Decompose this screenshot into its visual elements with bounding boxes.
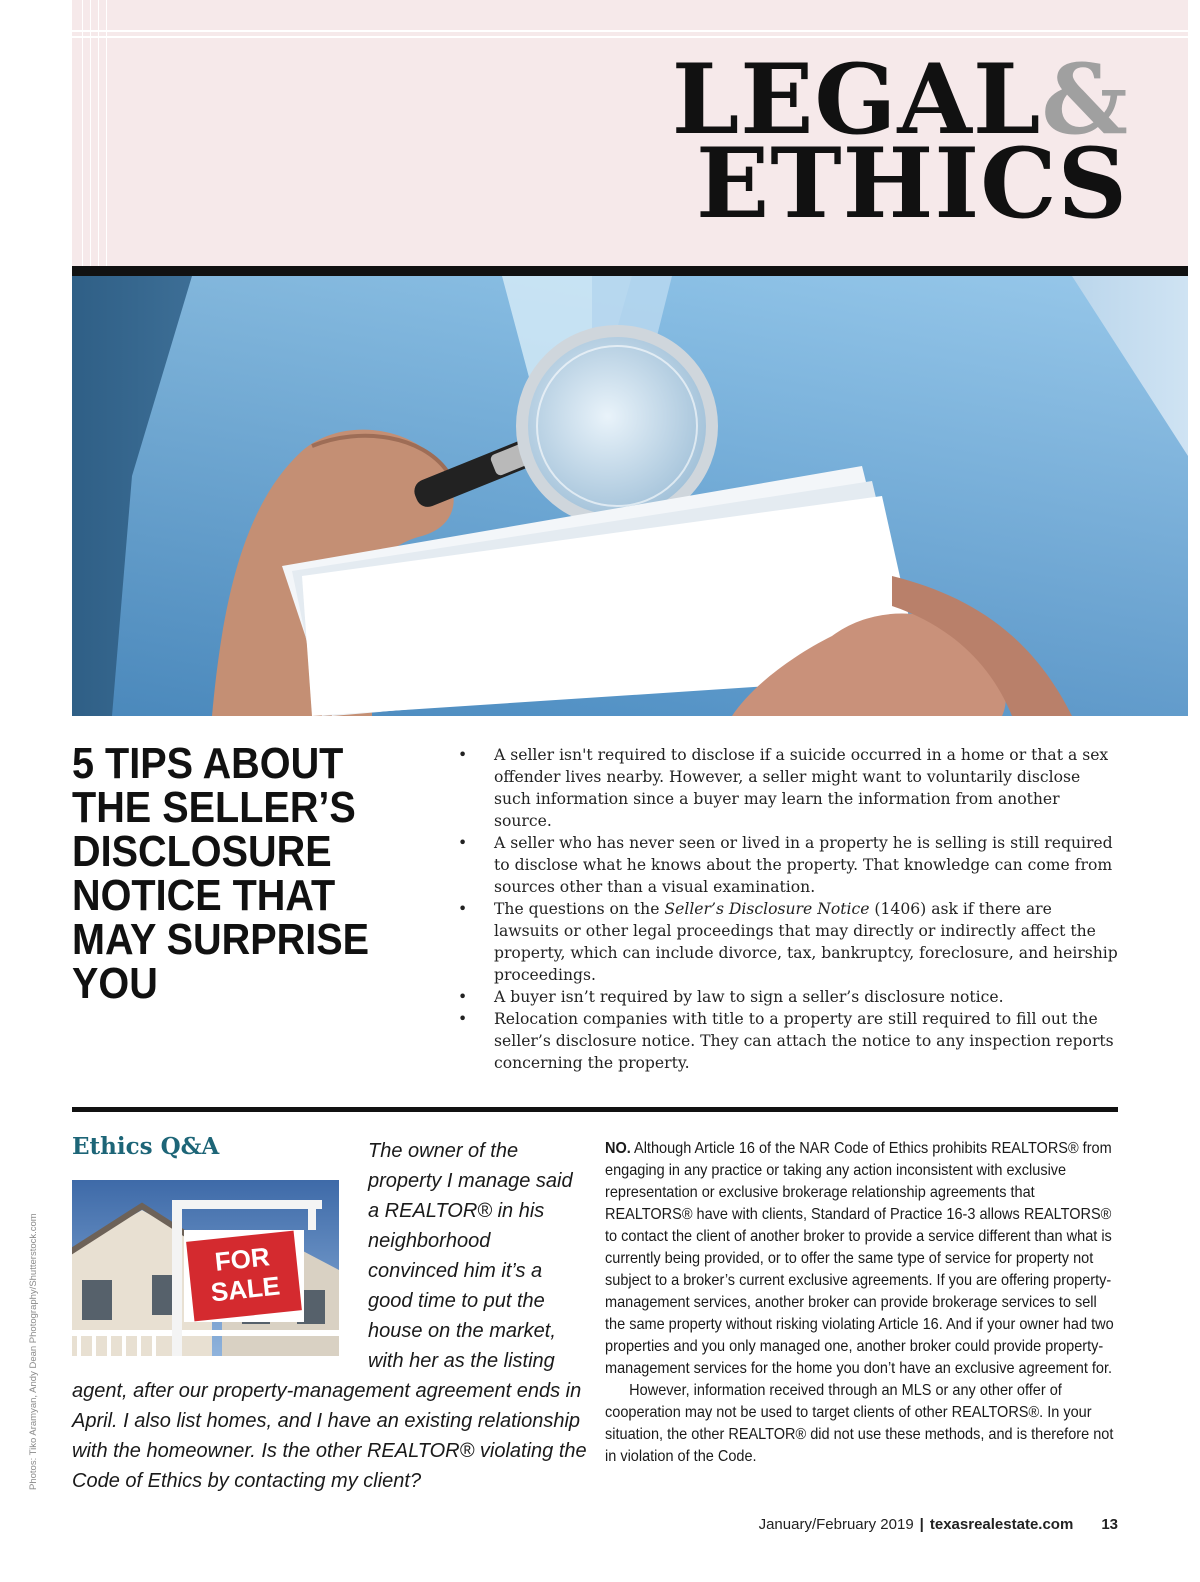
list-item xyxy=(458,744,1118,832)
page-footer xyxy=(759,1516,1118,1533)
header-rule xyxy=(72,266,1188,276)
question-text-bottom: agent, after our property-management agreement ends in April. I also list homes, and I have an existing relationship with the homeowner. Is the other REALTOR® violating the Code of Ethics by contacting my client? xyxy=(72,1380,587,1492)
answer-text xyxy=(605,1138,1118,1468)
magnifying-glass-illustration xyxy=(72,276,1188,716)
form-title: Seller’s Disclosure Notice xyxy=(664,900,870,918)
sign-text-sale: SALE xyxy=(209,1270,282,1308)
for-sale-photo xyxy=(72,1180,339,1356)
answer-paragraph: However, information received through an MLS or any other offer of cooperation may not be used to target clients of other REALTORS®. In your situation, the other REALTOR® did not use these methods, and is therefore not in violation of the Code. xyxy=(605,1382,1114,1465)
list-item xyxy=(458,832,1118,898)
decor-line xyxy=(72,36,1188,38)
tip-text: A buyer isn’t required by law to sign a seller’s disclosure notice. xyxy=(494,988,1004,1006)
tips-list xyxy=(458,744,1118,1074)
question-text-top: The owner of the property I manage said a REALTOR® in his neighborhood convinced him it’s a good time to put the house on the market, with her as the listing xyxy=(368,1140,573,1372)
decor-line xyxy=(90,0,91,266)
decor-line xyxy=(98,0,99,266)
bullet: • xyxy=(458,1010,468,1028)
tip-text: Relocation companies with title to a property are still required to fill out the seller’s disclosure notice. They can attach the notice to any inspection reports concerning the property. xyxy=(494,1010,1114,1072)
list-item xyxy=(458,1008,1118,1074)
decor-line xyxy=(106,0,107,266)
section-title-word-legal: LEGAL xyxy=(671,43,1042,156)
decor-line xyxy=(72,30,1188,32)
photo-credit: Photos: Tiko Aramyan, Andy Dean Photography/Shutterstock.com xyxy=(28,1213,39,1490)
tip-text: A seller isn't required to disclose if a suicide occurred in a home or that a sex offender lives nearby. However, a seller might want to voluntarily disclose such information since a buyer may learn the information from another source. xyxy=(494,746,1109,830)
tip-text: A seller who has never seen or lived in a property he is selling is still required to disclose what he knows about the property. That knowledge can come from sources other than a visual examination. xyxy=(494,834,1113,896)
sign-text-for: FOR xyxy=(213,1241,272,1277)
tip-text xyxy=(494,900,1118,984)
bullet: • xyxy=(458,834,468,852)
bullet: • xyxy=(458,746,468,764)
section-title xyxy=(671,43,1128,241)
list-item xyxy=(458,898,1118,986)
answer-body: Although Article 16 of the NAR Code of Ethics prohibits REALTORS® from engaging in any practice or taking any action inconsistent with exclusive representation or exclusive brokerage relationship agreements that REALTORS® have with clients, Standard of Practice 16-3 allows REALTORS® to contact the client of another broker to provide a service different than what is currently being provided, or to offer the same type of service for property not subject to a broker’s current exclusive agreements. If you are offering property-management services, another broker can provide brokerage services to sell the same property without risking violating Article 16. And if your owner had two properties and you only managed one, another broker could provide property-management services for the home you don’t have an exclusive agreement for. xyxy=(605,1140,1114,1377)
section-title-word-ethics: ETHICS xyxy=(696,127,1128,241)
bullet: • xyxy=(458,900,468,918)
for-sale-sign-illustration xyxy=(72,1180,339,1356)
answer-paragraph xyxy=(605,1138,1118,1380)
ethics-qa-heading: Ethics Q&A xyxy=(72,1133,220,1160)
list-item xyxy=(458,986,1118,1008)
answer-lead: NO. xyxy=(605,1140,631,1157)
section-divider xyxy=(72,1107,1118,1112)
bullet: • xyxy=(458,988,468,1006)
decor-line xyxy=(82,0,83,266)
tips-heading: 5 TIPS ABOUT THE SELLER’S DISCLOSURE NOTICE THAT MAY SURPRISE YOU xyxy=(72,739,370,1008)
issue-date: January/February 2019 xyxy=(758,1516,914,1533)
section-title-ampersand: & xyxy=(1041,43,1128,156)
website-link[interactable]: texasrealestate.com xyxy=(929,1516,1074,1533)
tip-text-pre: The questions on the xyxy=(494,900,665,918)
hero-image xyxy=(72,276,1188,716)
footer-separator: | xyxy=(919,1516,924,1533)
tip-text-post: (1406) ask if there are lawsuits or other legal proceedings that may directly or indirectly affect the property, which can include divorce, tax, bankruptcy, foreclosure, and heirship proceedings. xyxy=(494,900,1118,984)
page-number: 13 xyxy=(1101,1516,1118,1533)
